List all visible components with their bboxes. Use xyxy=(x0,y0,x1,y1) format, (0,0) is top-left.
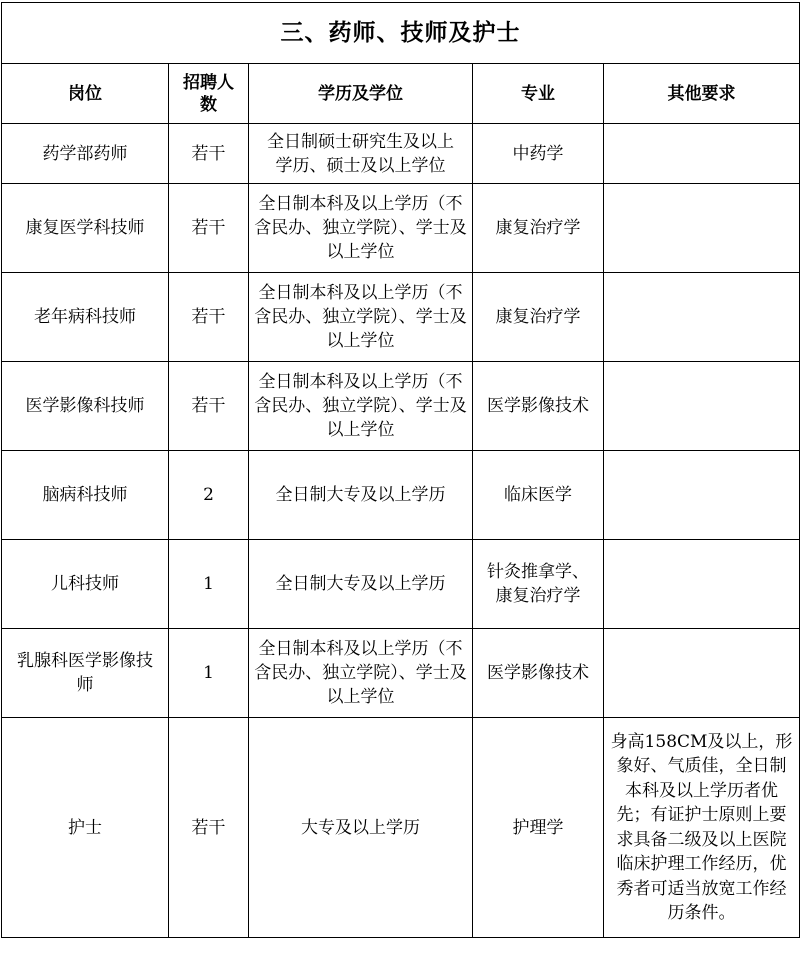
cell-major: 康复治疗学 xyxy=(473,273,604,362)
cell-education: 全日制本科及以上学历（不含民办、独立学院）、学士及以上学位 xyxy=(249,273,473,362)
cell-count: 若干 xyxy=(169,273,249,362)
cell-position: 脑病科技师 xyxy=(2,451,169,540)
table-row xyxy=(2,629,800,718)
cell-position: 乳腺科医学影像技师 xyxy=(2,629,169,718)
cell-position: 儿科技师 xyxy=(2,540,169,629)
cell-count: 若干 xyxy=(169,124,249,184)
recruitment-table xyxy=(1,2,800,938)
cell-education: 全日制本科及以上学历（不含民办、独立学院）、学士及以上学位 xyxy=(249,362,473,451)
cell-education: 大专及以上学历 xyxy=(249,718,473,938)
cell-count: 若干 xyxy=(169,184,249,273)
cell-education: 全日制大专及以上学历 xyxy=(249,540,473,629)
cell-other xyxy=(604,273,800,362)
header-major: 专业 xyxy=(473,64,604,124)
table-title: 三、药师、技师及护士 xyxy=(2,3,800,64)
cell-other xyxy=(604,184,800,273)
cell-position: 老年病科技师 xyxy=(2,273,169,362)
table-row xyxy=(2,718,800,938)
cell-other xyxy=(604,540,800,629)
cell-count: 若干 xyxy=(169,718,249,938)
header-position: 岗位 xyxy=(2,64,169,124)
cell-position: 医学影像科技师 xyxy=(2,362,169,451)
cell-position: 康复医学科技师 xyxy=(2,184,169,273)
table-row xyxy=(2,362,800,451)
cell-other xyxy=(604,124,800,184)
cell-education: 全日制本科及以上学历（不含民办、独立学院）、学士及以上学位 xyxy=(249,184,473,273)
cell-education: 全日制本科及以上学历（不含民办、独立学院）、学士及以上学位 xyxy=(249,629,473,718)
cell-education: 全日制大专及以上学历 xyxy=(249,451,473,540)
cell-education: 全日制硕士研究生及以上学历、硕士及以上学位 xyxy=(249,124,473,184)
table-row xyxy=(2,451,800,540)
table-row xyxy=(2,273,800,362)
cell-other: 身高158CM及以上，形象好、气质佳，全日制本科及以上学历者优先；有证护士原则上要求具备二级及以上医院临床护理工作经历，优秀者可适当放宽工作经历条件。 xyxy=(604,718,800,938)
cell-position: 护士 xyxy=(2,718,169,938)
table-row xyxy=(2,124,800,184)
table-row xyxy=(2,540,800,629)
cell-other xyxy=(604,451,800,540)
table-row xyxy=(2,184,800,273)
cell-major: 护理学 xyxy=(473,718,604,938)
header-education: 学历及学位 xyxy=(249,64,473,124)
cell-other xyxy=(604,362,800,451)
cell-major: 医学影像技术 xyxy=(473,629,604,718)
header-count: 招聘人数 xyxy=(169,64,249,124)
cell-count: 若干 xyxy=(169,362,249,451)
cell-position: 药学部药师 xyxy=(2,124,169,184)
cell-major: 医学影像技术 xyxy=(473,362,604,451)
cell-other xyxy=(604,629,800,718)
header-other: 其他要求 xyxy=(604,64,800,124)
cell-major: 康复治疗学 xyxy=(473,184,604,273)
cell-count: 1 xyxy=(169,540,249,629)
cell-major: 中药学 xyxy=(473,124,604,184)
cell-major: 针灸推拿学、康复治疗学 xyxy=(473,540,604,629)
cell-count: 2 xyxy=(169,451,249,540)
cell-major: 临床医学 xyxy=(473,451,604,540)
cell-count: 1 xyxy=(169,629,249,718)
